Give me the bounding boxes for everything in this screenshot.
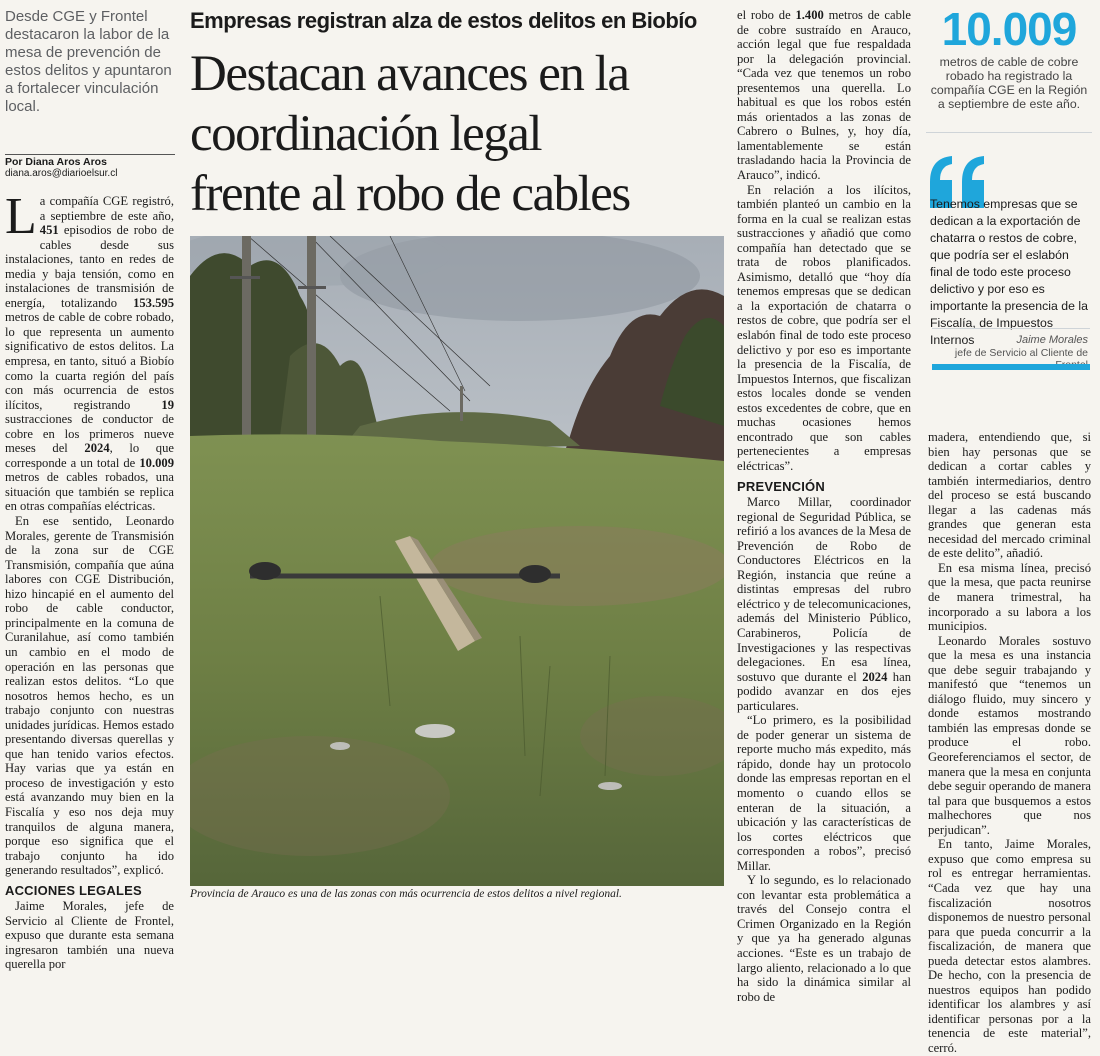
kicker: Empresas registran alza de estos delitos en Biobío [190,8,697,33]
drop-cap: L [5,188,37,245]
byline-email: diana.aros@diarioelsur.cl [5,168,118,179]
headline-line: Destacan avances en la [190,46,629,102]
photo-caption: Provincia de Arauco es una de las zonas con más ocurrencia de estos delitos a nivel regional. [190,888,622,900]
accent-bar [932,364,1090,370]
divider [926,132,1092,133]
paragraph: En esa misma línea, precisó que la mesa, que pacta reunirse de manera trimestral, ha incorporado a su labora a los municipios. [928,560,1091,634]
article-column-4 [928,430,1091,1056]
paragraph: En tanto, Jaime Morales, expuso que como empresa su rol es entregar herramientas. “Cada vez que hay una fiscalización nosotros disponemos de nuestro personal para que pueda concurrir a la fiscalización, de manera que pueda detectar estos alambres. De hecho, con la presencia de nuestros equipos han podido identificar los alambres y así identificar personas por a la tenencia de este material”, cerró. [928,837,1091,1055]
article-column-3 [737,8,911,1004]
article-photo [190,236,724,886]
paragraph: La compañía CGE registró, a septiembre de este año, 451 episodios de robo de cables desde sus instalaciones, tanto en redes de media y baja tensión, como en instalaciones de transmisión de energía, totalizando 153.595 metros de cable de cobre robado, lo que representa un aumento significativo de estos delitos. La empresa, en tanto, situó a Biobío como la cuarta región del país con más ocurrencia de estos ilícitos, registrando 19 sustracciones de conductor de cobre en los primeros nueve meses del 2024, lo que corresponde a un total de 10.009 metros de cables robados, una situación que también se replica en otras compañías eléctricas. [5,188,174,514]
paragraph: el robo de 1.400 metros de cable de cobre sustraído en Arauco, acción legal que fue respaldada por la delegación provincial. “Cada vez que tenemos un robo presentemos una querella. Lo habitual es que los robos estén más orientados a las zonas de Cabrero o Bulnes, y, hoy día, lamentablemente se están trasladando hacia la Provincia de Arauco”, indicó. [737,8,911,183]
paragraph: Marco Millar, coordinador regional de Seguridad Pública, se refirió a los avances de la Mesa de Prevención de Robo de Conductores Eléctricos en la Región, instancia que reúne a distintas empresas del rubro eléctrico y de telecomunicaciones, además del Ministerio Público, Carabineros, Policía de Investigaciones y las respectivas delegaciones. En esa línea, sostuvo que durante el 2024 han podido avanzar en dos ejes particulares. [737,495,911,713]
stat-description: metros de cable de cobre robado ha registrado la compañía CGE en la Región a septiembre de este año. [930,55,1088,111]
paragraph: “Lo primero, es la posibilidad de poder generar un sistema de reporte mucho más expedito, más rápido, donde hay un protocolo donde las empresas reportan en el momento o cuando ellos se enteran de la situación, a ubicación y las características de los cortes eléctricos que corresponden a robos”, precisó Millar. [737,713,911,873]
paragraph: En ese sentido, Leonardo Morales, gerente de Transmisión de la zona sur de CGE Transmisión, compañía que aúna labores con CGE Distribución, hizo hincapié en el aumento del robo de cable conductor, principalmente en la comuna de Curanilahue, así como también un cambio en el modo de operación en las personas que realizan estos delitos. “Lo que nosotros hemos hecho, es un trabajo conjunto con nuestras unidades jurídicas. Hemos estado presentando diversas querellas y que han tenido varios efectos. Hay varias que ya están en proceso de investigación y esto está avanzando muy bien en la Fiscalía y eso nos deja muy tranquilos de alguna manera, porque eso significa que el trabajo conjunto ha ido generando resultados”, explicó. [5,514,174,878]
subheading: PREVENCIÓN [737,478,825,494]
paragraph: En relación a los ilícitos, también planteó un cambio en la forma en la cual se realizan estas sustracciones y añadió que como compañía han detectado que se trata de robos planificados. Asimismo, detalló que “hoy día tenemos empresas que se dedican a la exportación de chatarra o restos de cobre, que podría ser el eslabón final de todo este proceso delictivo y por eso es importante la presencia de la Fiscalía, de Impuestos Internos, que fiscalizan estos locales donde se venden estos excedentes de cobre, que en muchas ocasiones hemos encontrado que son cables pertenecientes a empresas eléctricas”. [737,182,911,473]
headline [190,44,730,224]
divider [932,328,1090,329]
paragraph: Y lo segundo, es lo relacionado con levantar esta problemática a través del Consejo contra el Crimen Organizado en la Región y que ya ha generado algunas acciones. “Este es un trabajo de largo aliento, relacionado a lo que ha sido la dinámica similar al robo de [737,873,911,1004]
byline-name: Por Diana Aros Aros [5,156,107,168]
headline-line: frente al robo de cables [190,166,630,222]
quote-author-role: jefe de Servicio al Cliente de [954,347,1088,359]
pull-quote: Tenemos empresas que se dedican a la exportación de chatarra o restos de cobre, que podría ser el eslabón final de todo este proceso delictivo y por eso es importante la presencia de la Fiscalía, de Impuestos Internos [930,197,1088,347]
stat-number: 10.009 [941,3,1077,55]
subheading: ACCIONES LEGALES [5,882,142,898]
paragraph: Leonardo Morales sostuvo que la mesa es una instancia que debe seguir trabajando y manifestó que “tenemos un diálogo fluido, muy sincero y donde estamos mostrando también las empresas donde se produce el robo. Georeferenciamos el sector, de manera que la mesa en conjunta debe seguir operando de manera tal para que busquemos a estos malhechores que nos perjudican”. [928,633,1091,837]
headline-line: coordinación legal [190,106,542,162]
quote-author: Jaime Morales [1016,334,1088,346]
paragraph: Jaime Morales, jefe de Servicio al Cliente de Frontel, expuso que durante esta semana ingresaron también una nueva querella por [5,899,174,972]
article-column-1 [5,188,174,972]
paragraph: madera, entendiendo que, si bien hay personas que se dedican a cortar cables y también intermediarios, dentro del proceso se está buscando llegar a las cadenas más grandes que generan esta necesidad del mercado criminal de este delito”, añadió. [928,430,1091,561]
byline [5,154,175,179]
lede-text: Desde CGE y Frontel destacaron la labor de la mesa de prevención de estos delitos y apuntaron a fortalecer vinculación local. [5,8,172,115]
